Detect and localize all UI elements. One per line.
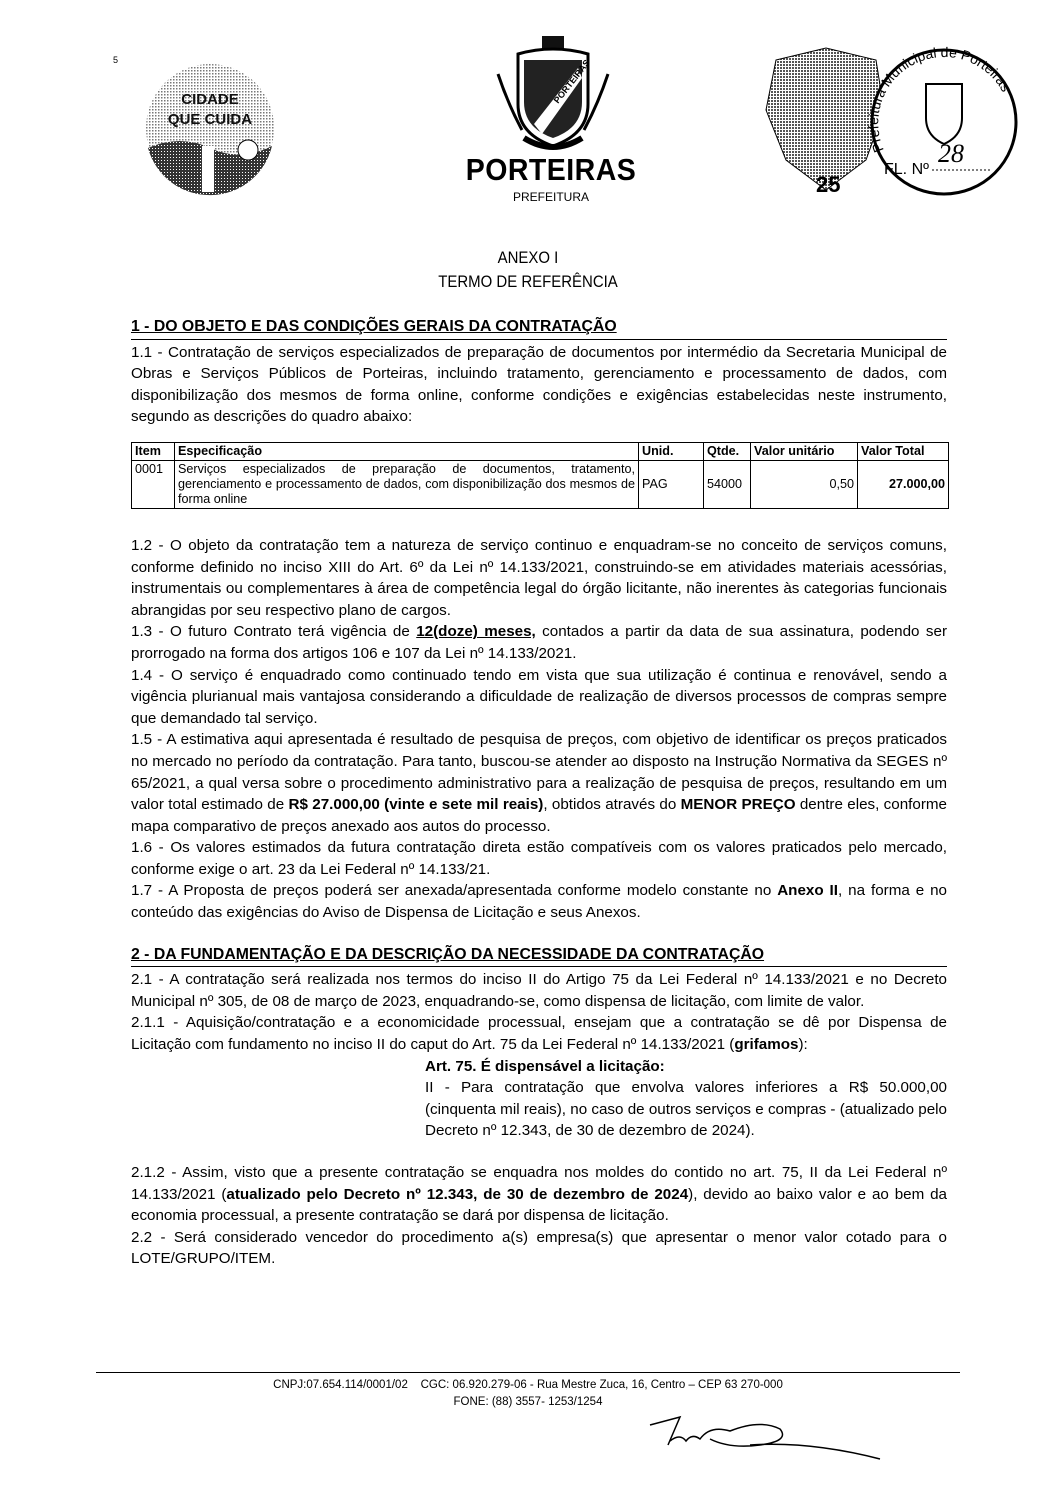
col-item: Item bbox=[132, 442, 175, 460]
annex-title: ANEXO I bbox=[497, 248, 559, 267]
cidade-que-cuida-logo bbox=[140, 58, 280, 198]
paragraph-2-1-1: 2.1.1 - Aquisição/contratação e a economicidade processual, ensejam que a contratação se dê por Dispensa de Licitação com fundamento no inciso II do caput do Art. 75 da Lei Federal nº 14.133/2021 (grifamos): bbox=[131, 1014, 947, 1054]
cell-item: 0001 bbox=[132, 460, 175, 508]
page-mark: 5 bbox=[113, 55, 119, 65]
badge-number: 25 bbox=[816, 172, 841, 197]
footer bbox=[0, 1377, 1056, 1411]
paragraph-1-7: 1.7 - A Proposta de preços poderá ser anexada/apresentada conforme modelo constante no Anexo II, na forma e no conteúdo das exigências do Aviso de Dispensa de Licitação e seus Anexos. bbox=[131, 882, 947, 922]
footer-phone: FONE: (88) 3557- 1253/1254 bbox=[453, 1396, 603, 1408]
signature bbox=[640, 1405, 890, 1465]
paragraph-1-3: 1.3 - O futuro Contrato terá vigência de 12(doze) meses, contados a partir da data de sua assinatura, podendo ser prorrogado na forma dos artigos 106 e 107 da Lei nº 14.133/2021. bbox=[131, 623, 947, 662]
cell-spec: Serviços especializados de preparação de documentos, tratamento, gerenciamento e processamento de dados, com disponibilização dos mesmos de forma online bbox=[175, 460, 639, 508]
paragraph-2-1: 2.1 - A contratação será realizada nos termos do inciso II do Artigo 75 da Lei Federal nº 14.133/2021 e no Decreto Municipal nº 305, de 08 de março de 2023, enquadrando-se, como dispensa de licitação, com limite de valor. bbox=[131, 971, 947, 1010]
stamp-icon bbox=[756, 40, 1026, 200]
col-spec: Especificação bbox=[175, 442, 639, 460]
cell-unit-value: 0,50 bbox=[751, 460, 858, 508]
footer-divider bbox=[96, 1372, 960, 1373]
paragraph-2-1-2: 2.1.2 - Assim, visto que a presente contratação se enquadra nos moldes do contido no art. 75, II da Lei Federal nº 14.133/2021 (atualizado pelo Decreto nº 12.343, de 30 de dezembro de 2024), devido ao baixo valor e ao bem da economia processual, a presente contratação se dará por dispensa de licitação. bbox=[131, 1164, 947, 1225]
cidade-line1: CIDADE bbox=[181, 91, 239, 108]
quote-title: Art. 75. É dispensável a licitação: bbox=[425, 1057, 665, 1075]
paragraph-1-2: 1.2 - O objeto da contratação tem a natureza de serviço continuo e enquadram-se no conceito de serviços comuns, conforme definido no inciso XIII do Art. 6º da Lei nº 14.133/2021, construindo-se em atividades materiais acessórias, instrumentais ou complementares à área de competência legal do órgão licitante, não inerentes às categorias funcionais abrangidas por seu respectivo plano de cargos. bbox=[131, 536, 947, 619]
table-row bbox=[132, 460, 949, 508]
paragraph-1-4: 1.4 - O serviço é enquadrado como continuado tendo em vista que sua utilização é continua e renovável, sendo a vigência plurianual mais vantajosa considerando a dificuldade de realização de diversos processos de compras sempre que demandado tal serviço. bbox=[131, 666, 947, 727]
paragraph-1-6: 1.6 - Os valores estimados da futura contratação direta estão compatíveis com os valores praticados pelo mercado, conforme exige o art. 23 da Lei Federal nº 14.133/21. bbox=[131, 839, 947, 878]
brand-name: PORTEIRAS bbox=[465, 152, 637, 187]
col-unit: Unid. bbox=[639, 442, 704, 460]
items-table bbox=[131, 442, 949, 509]
signature-icon bbox=[640, 1405, 890, 1465]
cidade-logo-icon bbox=[140, 58, 280, 198]
paragraph-1-5: 1.5 - A estimativa aqui apresentada é resultado de pesquisa de preços, com objetivo de identificar os preços praticados no mercado no período da contratação. Para tanto, buscou-se atender ao disposto na Instrução Normativa da SEGES nº 65/2021, a qual versa sobre o procedimento administrativo para a realização de pesquisa de preços, resultando em um valor total estimado de R$ 27.000,00 (vinte e sete mil reais), obtidos através do MENOR PREÇO dentre eles, conforme mapa comparativo de preços anexado aos autos do processo. bbox=[131, 731, 947, 835]
fl-number: 28 bbox=[938, 139, 964, 168]
col-total: Valor Total bbox=[858, 442, 949, 460]
brand-subtitle: PREFEITURA bbox=[512, 190, 589, 204]
municipal-stamp bbox=[756, 40, 1026, 200]
section-1-title: 1 - DO OBJETO E DAS CONDIÇÕES GERAIS DA CONTRATAÇÃO bbox=[131, 316, 947, 340]
fl-label: FL. Nº bbox=[884, 161, 929, 178]
table-header-row bbox=[132, 442, 949, 460]
col-unit-value: Valor unitário bbox=[751, 442, 858, 460]
cell-total: 27.000,00 bbox=[858, 460, 949, 508]
paragraph-2-2: 2.2 - Será considerado vencedor do procedimento a(s) empresa(s) que apresentar o menor valor cotado para o LOTE/GRUPO/ITEM. bbox=[131, 1228, 947, 1268]
cidade-line2: QUE CUIDA bbox=[167, 111, 253, 128]
crest-text: PORTEIRAS bbox=[551, 57, 592, 106]
paragraph-1-1: 1.1 - Contratação de serviços especializados de preparação de documentos por intermédio da Secretaria Municipal de Obras e Serviços Públicos de Porteiras, incluindo tratamento, gerenciamento e processamento de dados, com disponibilização dos mesmos de forma online, conforme condições e exigências estabelecidas neste instrumento, segundo as descrições do quadro abaixo: bbox=[131, 343, 947, 426]
stamp-ring-text: Prefeitura Municipal de Porteiras bbox=[865, 43, 1015, 155]
col-qty: Qtde. bbox=[704, 442, 751, 460]
quote-body: II - Para contratação que envolva valores inferiores a R$ 50.000,00 (cinquenta mil reais), no caso de outros serviços e compras - (atualizado pelo Decreto nº 12.343, de 30 de dezembro de 2024). bbox=[425, 1079, 947, 1140]
cell-qty: 54000 bbox=[704, 460, 751, 508]
document-body bbox=[131, 316, 947, 1270]
crest-icon bbox=[478, 34, 628, 154]
footer-address: CNPJ:07.654.114/0001/02 CGC: 06.920.279-06 - Rua Mestre Zuca, 16, Centro – CEP 63 270-000 bbox=[273, 1379, 783, 1391]
term-title: TERMO DE REFERÊNCIA bbox=[438, 272, 618, 291]
section-2-title: 2 - DA FUNDAMENTAÇÃO E DA DESCRIÇÃO DA NECESSIDADE DA CONTRATAÇÃO bbox=[131, 944, 947, 968]
document-title bbox=[0, 246, 1056, 294]
cell-unit: PAG bbox=[639, 460, 704, 508]
law-quote bbox=[425, 1056, 947, 1142]
